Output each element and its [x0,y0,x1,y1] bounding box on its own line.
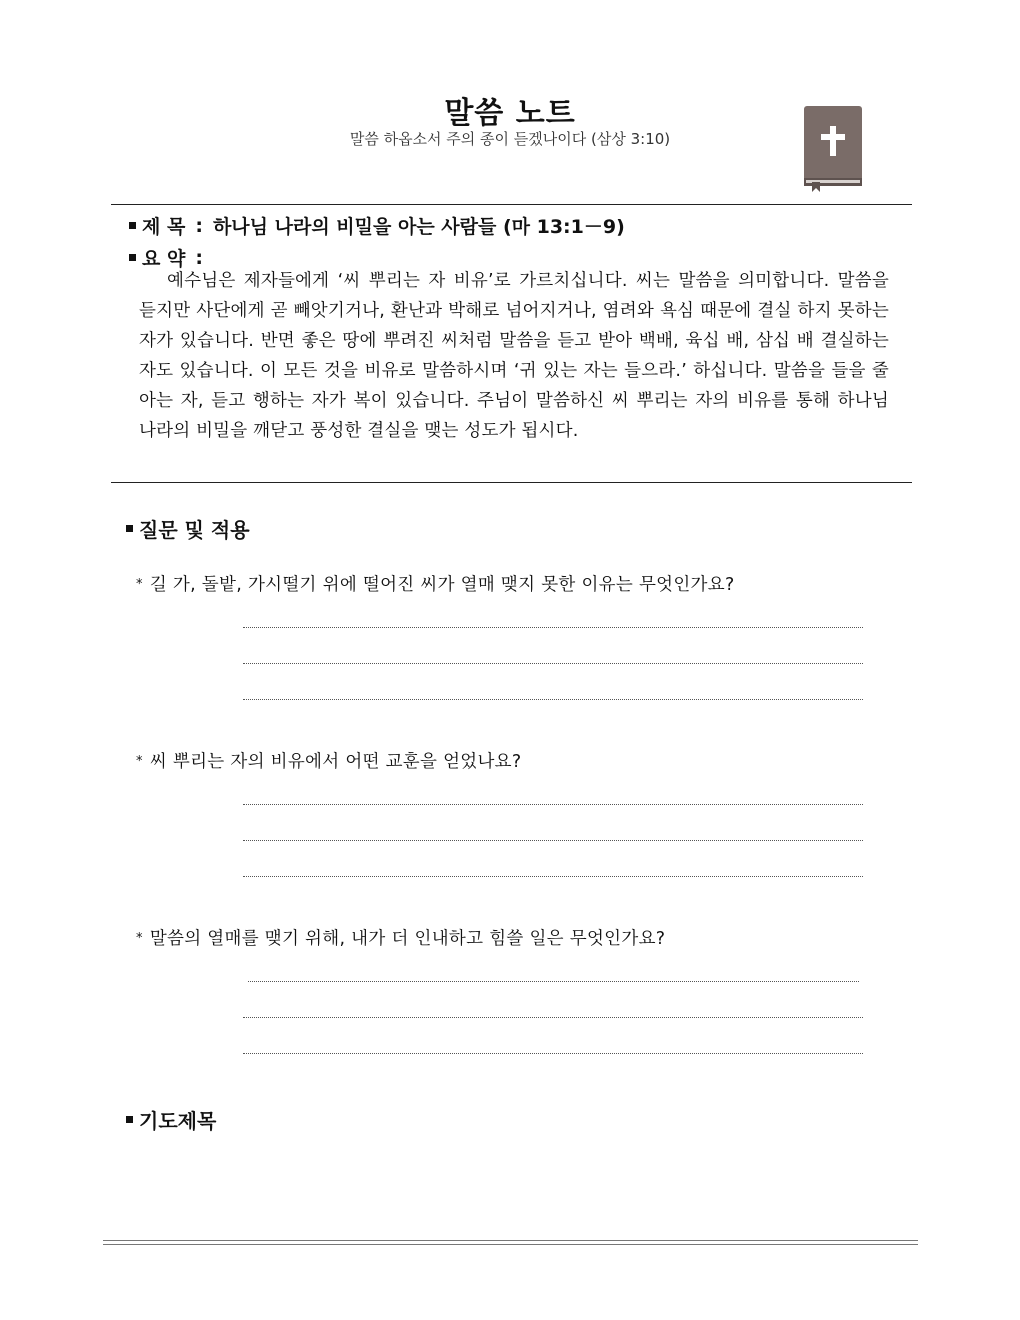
subject-separator: : [195,214,203,237]
subject-label: 제 목 [142,216,186,238]
bible-icon [800,104,866,192]
answer-line[interactable] [248,981,859,982]
summary-separator: : [195,246,203,269]
asterisk-icon: * [136,577,143,592]
answer-line[interactable] [243,1053,863,1054]
answer-line[interactable] [243,840,863,841]
square-bullet-icon [126,525,133,532]
asterisk-icon: * [136,754,143,769]
question-text: 씨 뿌리는 자의 비유에서 어떤 교훈을 얻었나요? [149,752,522,772]
summary-divider [111,482,912,483]
summary-label: 요 약 [142,248,186,270]
prayer-heading: 기도제목 [139,1109,217,1133]
question-2 [136,748,521,773]
asterisk-icon: * [136,931,143,946]
square-bullet-icon [126,1116,133,1123]
qa-heading: 질문 및 적용 [139,518,250,542]
page-title: 말씀 노트 [444,96,576,131]
summary-text: 예수님은 제자들에게 ‘씨 뿌리는 자 비유’로 가르치십니다. 씨는 말씀을 의미합니다. 말씀을 듣지만 사단에게 곧 빼앗기거나, 환난과 박해로 넘어지거나, 염려와 욕심 때문에 결실 하지 못하는 자가 있습니다. 반면 좋은 땅에 뿌려진 씨처럼 말씀을 듣고 받아 백배, 육십 배, 삼십 배 결실하는 자도 있습니다. 이 모든 것을 비유로 말씀하시며 ‘귀 있는 자는 들으라.’ 하십니다. 말씀을 들을 줄 아는 자, 듣고 행하는 자가 복이 있습니다. 주님이 말씀하신 씨 뿌리는 자의 비유를 통해 하나님 나라의 비밀을 깨닫고 풍성한 결실을 맺는 성도가 됩시다. [139,271,889,441]
subject-value: 하나님 나라의 비밀을 아는 사람들 (마 13:1－9) [212,216,625,238]
answer-line[interactable] [243,1017,863,1018]
qa-section-heading [126,514,250,543]
question-1 [136,571,735,596]
footer-double-rule [103,1240,918,1245]
answer-line[interactable] [243,627,863,628]
question-text: 길 가, 돌밭, 가시떨기 위에 떨어진 씨가 열매 맺지 못한 이유는 무엇인가요? [149,575,735,595]
answer-line[interactable] [243,876,863,877]
answer-line[interactable] [243,699,863,700]
prayer-section-heading [126,1105,216,1134]
answer-line[interactable] [243,663,863,664]
answer-line[interactable] [243,804,863,805]
square-bullet-icon [129,222,136,229]
subject-row [129,212,625,239]
question-text: 말씀의 열매를 맺기 위해, 내가 더 인내하고 힘쓸 일은 무엇인가요? [149,929,666,949]
question-3 [136,925,665,950]
square-bullet-icon [129,254,136,261]
header-divider [111,204,912,205]
page-subtitle: 말씀 하옵소서 주의 종이 듣겠나이다 (삼상 3:10) [349,130,671,148]
